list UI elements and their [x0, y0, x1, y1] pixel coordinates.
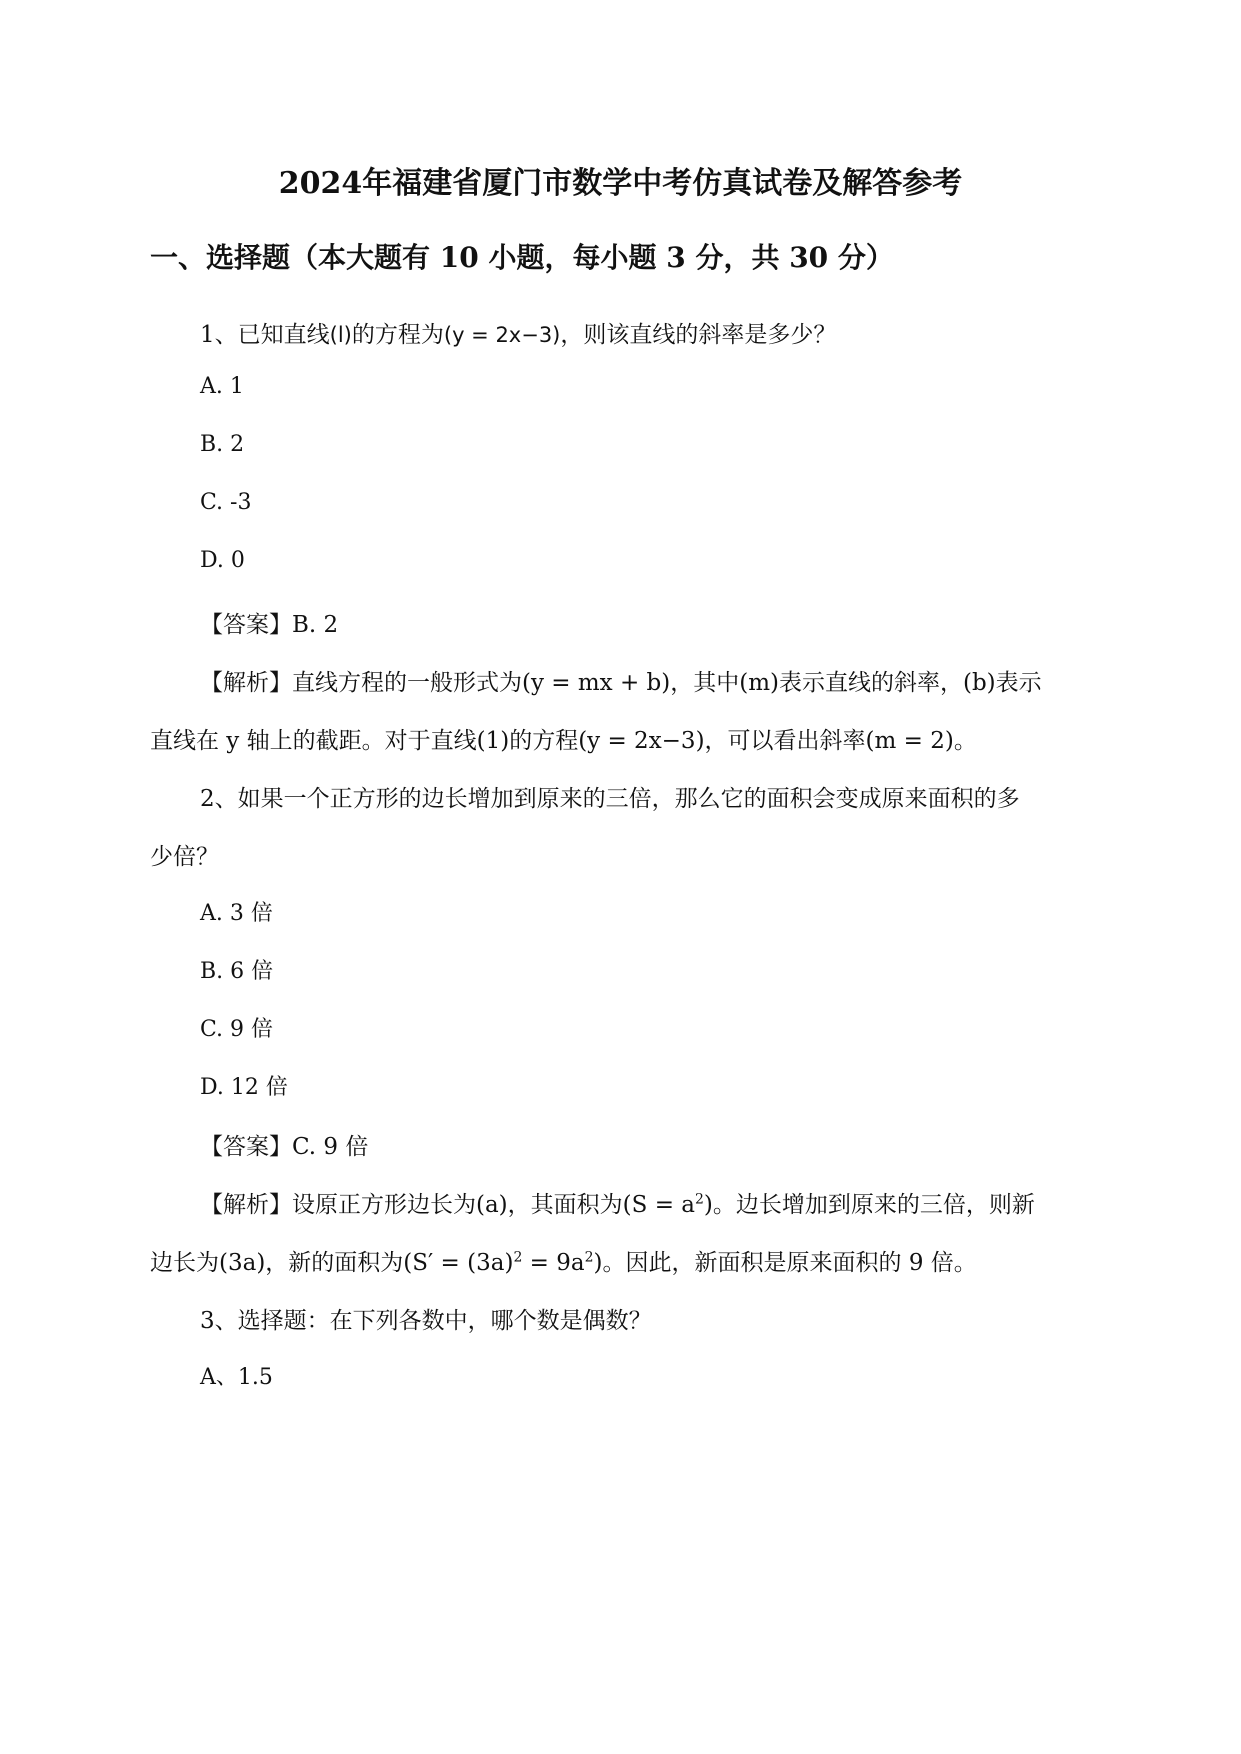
question-2-analysis-text-1b: )。边长增加到原来的三倍，则新 [703, 1192, 1035, 1218]
question-1-stem [200, 316, 836, 349]
question-2-option-b: B. 6 倍 [200, 959, 274, 984]
question-3-option-a: A、1.5 [200, 1365, 273, 1390]
question-2-analysis-line-1 [200, 1186, 1035, 1219]
question-2-analysis-line-2 [150, 1244, 977, 1277]
question-1-option-a: A. 1 [200, 374, 244, 399]
question-2-option-a: A. 3 倍 [200, 901, 273, 926]
question-1-stem-text-2: 的方程为 [351, 322, 444, 348]
question-1-answer: 【答案】B. 2 [200, 612, 339, 638]
question-1-stem-text: 1、已知直线 [200, 322, 330, 348]
question-3-stem: 3、选择题：在下列各数中，哪个数是偶数？ [200, 1308, 652, 1334]
question-1-analysis-line-1: 【解析】直线方程的一般形式为(y = mx + b)，其中(m)表示直线的斜率，(b)表示 [200, 670, 1042, 696]
question-1-option-d: D. 0 [200, 548, 245, 573]
question-2-stem-line-2: 少倍？ [150, 844, 219, 870]
question-2-answer: 【答案】C. 9 倍 [200, 1134, 369, 1160]
question-1-analysis-line-2: 直线在 y 轴上的截距。对于直线(1)的方程(y = 2x−3)，可以看出斜率(m = 2)。 [150, 728, 977, 754]
question-2-option-d: D. 12 倍 [200, 1075, 288, 1100]
question-2-option-c: C. 9 倍 [200, 1017, 274, 1042]
question-2-analysis-text-2b: = 9a [522, 1250, 585, 1276]
exponent: 2 [584, 1249, 594, 1266]
exponent: 2 [695, 1191, 704, 1208]
question-2-analysis-text-2c: )。因此，新面积是原来面积的 9 倍。 [593, 1250, 977, 1276]
section-heading: 一、选择题（本大题有 10 小题，每小题 3 分，共 30 分） [150, 241, 894, 274]
exponent: 2 [513, 1249, 523, 1266]
document-title: 2024年福建省厦门市数学中考仿真试卷及解答参考 [278, 166, 963, 201]
question-1-line-symbol: (l) [329, 323, 352, 347]
question-1-stem-text-3: ，则该直线的斜率是多少？ [560, 322, 837, 348]
question-2-stem-line-1: 2、如果一个正方形的边长增加到原来的三倍，那么它的面积会变成原来面积的多 [200, 786, 1020, 812]
question-2-analysis-text-1a: 【解析】设原正方形边长为(a)，其面积为(S = a [200, 1192, 695, 1218]
question-1-option-b: B. 2 [200, 432, 245, 457]
question-2-analysis-text-2a: 边长为(3a)，新的面积为(S′ = (3a) [150, 1250, 514, 1276]
question-1-option-c: C. -3 [200, 490, 252, 515]
question-1-equation: (y = 2x−3) [443, 323, 561, 347]
